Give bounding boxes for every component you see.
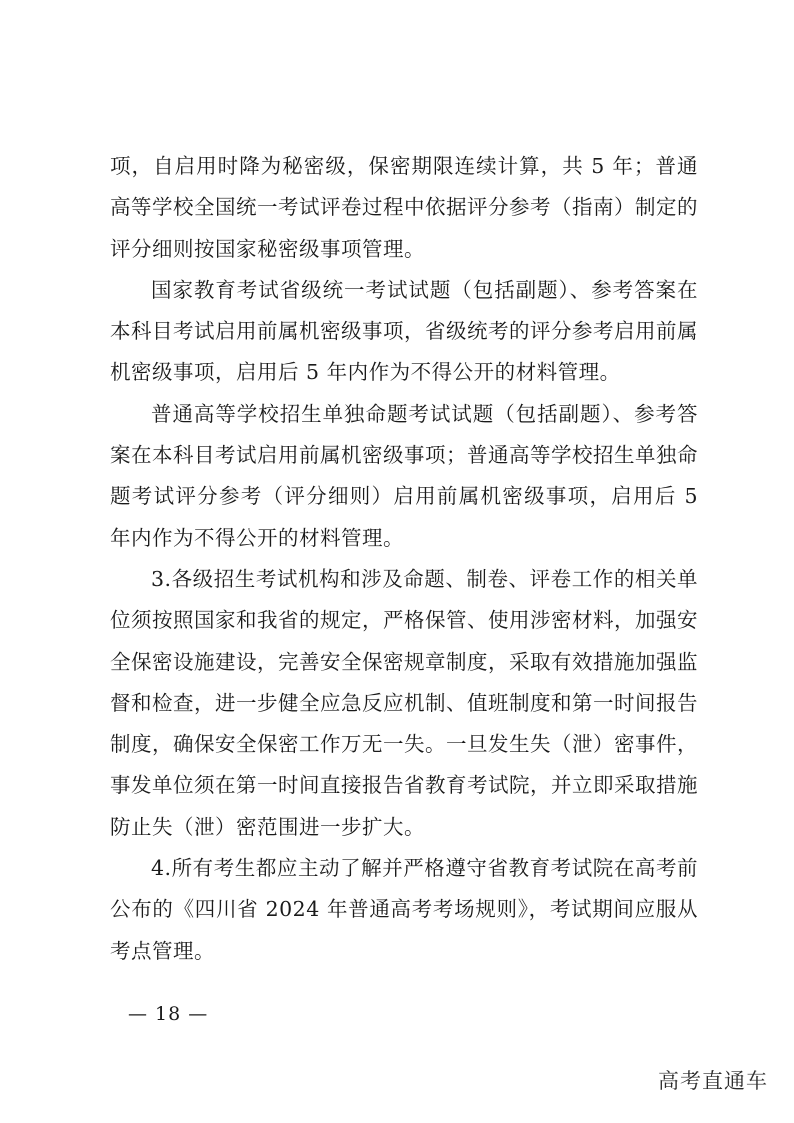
paragraph-provincial-exam: 国家教育考试省级统一考试试题（包括副题）、参考答案在本科目考试启用前属机密级事项，省级统考的评分参考启用前属机密级事项，启用后 5 年内作为不得公开的材料管理。 (110, 277, 698, 385)
document-body (110, 146, 698, 972)
paragraph-item-4: 4.所有考生都应主动了解并严格遵守省教育考试院在高考前公布的《四川省 2024 年普通高考考场规则》，考试期间应服从考点管理。 (110, 856, 698, 963)
page-number: — 18 — (128, 1003, 209, 1025)
paragraph-item-3: 3.各级招生考试机构和涉及命题、制卷、评卷工作的相关单位须按照国家和我省的规定，严格保管、使用涉密材料，加强安全保密设施建设，完善安全保密规章制度，采取有效措施加强监督和检查，进一步健全应急反应机制、值班制度和第一时间报告制度，确保安全保密工作万无一失。一旦发生失（泄）密事件，事发单位须在第一时间直接报告省教育考试院，并立即采取措施防止失（泄）密范围进一步扩大。 (110, 566, 698, 839)
paragraph-continuation: 项，自启用时降为秘密级，保密期限连续计算，共 5 年；普通高等学校全国统一考试评卷过程中依据评分参考（指南）制定的评分细则按国家秘密级事项管理。 (110, 154, 698, 261)
paragraph-independent-exam: 普通高等学校招生单独命题考试试题（包括副题）、参考答案在本科目考试启用前属机密级事项；普通高等学校招生单独命题考试评分参考（评分细则）启用前属机密级事项，启用后 5 年内作为不得公开的材料管理。 (110, 401, 698, 550)
watermark: 高考直通车 (658, 1069, 768, 1093)
